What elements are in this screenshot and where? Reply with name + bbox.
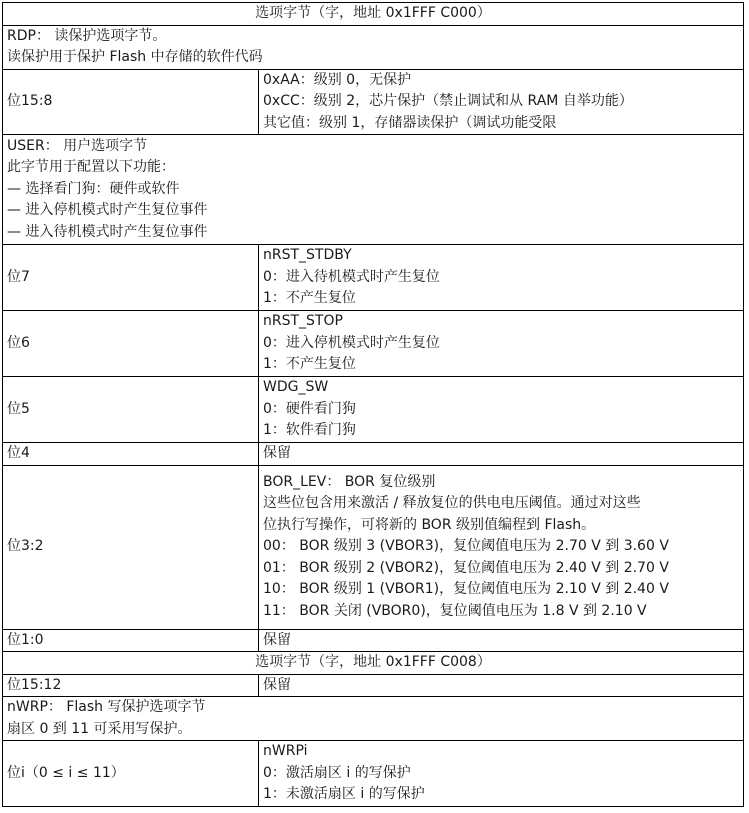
user-line-1: 此字节用于配置以下功能：	[7, 159, 175, 176]
rdp-values-cell	[259, 69, 744, 135]
nwrp-bits-label: 位i（0 ≤ i ≤ 11）	[3, 741, 259, 807]
option-bytes-header-row	[3, 3, 744, 26]
bit10-label: 位1:0	[3, 629, 259, 652]
bit6-value-0: 0：进入停机模式时产生复位	[263, 334, 440, 351]
rdp-description-cell	[3, 25, 744, 69]
bor-lev-value-11: 11： BOR 关闭 (VBOR0)，复位阈值电压为 1.8 V 到 2.10 V	[263, 602, 647, 619]
bit6-cell	[259, 311, 744, 377]
nwrp-description-row	[3, 697, 744, 741]
rdp-value-0: 0xAA：级别 0，无保护	[263, 71, 412, 88]
bit5-name: WDG_SW	[263, 379, 329, 396]
bit4-row	[3, 443, 744, 466]
bit1512-value: 保留	[259, 674, 744, 697]
nwrp-cell	[259, 741, 744, 807]
nwrp-description-cell	[3, 697, 744, 741]
bit4-label: 位4	[3, 443, 259, 466]
option-bytes-table	[2, 2, 744, 807]
bor-lev-desc-1: 位执行写操作，可将新的 BOR 级别值编程到 Flash。	[263, 516, 596, 533]
bit1512-label: 位15:12	[3, 674, 259, 697]
user-line-0: USER： 用户选项字节	[7, 137, 148, 154]
option-bytes-header-2-row	[3, 652, 744, 675]
bit7-value-0: 0：进入待机模式时产生复位	[263, 268, 440, 285]
bit32-row	[3, 465, 744, 629]
bit32-label: 位3:2	[3, 465, 259, 629]
bit4-value: 保留	[259, 443, 744, 466]
bit1512-row	[3, 674, 744, 697]
bit10-value: 保留	[259, 629, 744, 652]
bit5-cell	[259, 377, 744, 443]
rdp-bits-label: 位15:8	[3, 69, 259, 135]
bit5-value-0: 0：硬件看门狗	[263, 400, 356, 417]
user-line-3: — 进入停机模式时产生复位事件	[7, 202, 208, 219]
rdp-title: RDP： 读保护选项字节。	[7, 27, 167, 44]
rdp-desc: 读保护用于保护 Flash 中存储的软件代码	[7, 49, 263, 65]
bit5-value-1: 1：软件看门狗	[263, 422, 356, 439]
rdp-description-row	[3, 25, 744, 69]
nwrp-desc: 扇区 0 到 11 可采用写保护。	[7, 720, 192, 737]
user-line-2: — 选择看门狗：硬件或软件	[7, 180, 180, 197]
bor-lev-value-10: 10： BOR 级别 1 (VBOR1)，复位阈值电压为 2.10 V 到 2.40 V	[263, 581, 669, 598]
bit6-label: 位6	[3, 311, 259, 377]
bit5-row	[3, 377, 744, 443]
bor-lev-value-00: 00： BOR 级别 3 (VBOR3)，复位阈值电压为 2.70 V 到 3.60 V	[263, 538, 669, 555]
bit6-name: nRST_STOP	[263, 313, 343, 330]
nwrp-value-1: 1：未激活扇区 i 的写保护	[263, 786, 425, 803]
user-description-cell	[3, 135, 744, 245]
bor-lev-desc-0: 这些位包含用来激活 / 释放复位的供电电压阈值。通过对这些	[263, 495, 641, 512]
option-bytes-header: 选项字节（字，地址 0x1FFF C000）	[3, 3, 744, 26]
bit6-value-1: 1：不产生复位	[263, 356, 356, 373]
nwrp-name: nWRPi	[263, 743, 308, 760]
nwrp-title: nWRP： Flash 写保护选项字节	[7, 699, 206, 715]
nwrp-bits-row	[3, 741, 744, 807]
bit5-label: 位5	[3, 377, 259, 443]
bit7-name: nRST_STDBY	[263, 247, 352, 264]
bit6-row	[3, 311, 744, 377]
user-description-row	[3, 135, 744, 245]
nwrp-value-0: 0：激活扇区 i 的写保护	[263, 764, 411, 781]
bit7-cell	[259, 245, 744, 311]
bit7-row	[3, 245, 744, 311]
bit32-cell	[259, 465, 744, 629]
option-bytes-header-2: 选项字节（字，地址 0x1FFF C008）	[3, 652, 744, 675]
bit7-label: 位7	[3, 245, 259, 311]
bor-lev-value-01: 01： BOR 级别 2 (VBOR2)，复位阈值电压为 2.40 V 到 2.70 V	[263, 559, 669, 576]
rdp-value-2: 其它值：级别 1，存储器读保护（调试功能受限	[263, 114, 557, 131]
bit10-row	[3, 629, 744, 652]
user-line-4: — 进入待机模式时产生复位事件	[7, 223, 208, 240]
rdp-bits-row	[3, 69, 744, 135]
bor-lev-title: BOR_LEV： BOR 复位级别	[263, 473, 436, 490]
bit7-value-1: 1：不产生复位	[263, 290, 356, 307]
rdp-value-1: 0xCC：级别 2，芯片保护（禁止调试和从 RAM 自举功能）	[263, 93, 633, 109]
